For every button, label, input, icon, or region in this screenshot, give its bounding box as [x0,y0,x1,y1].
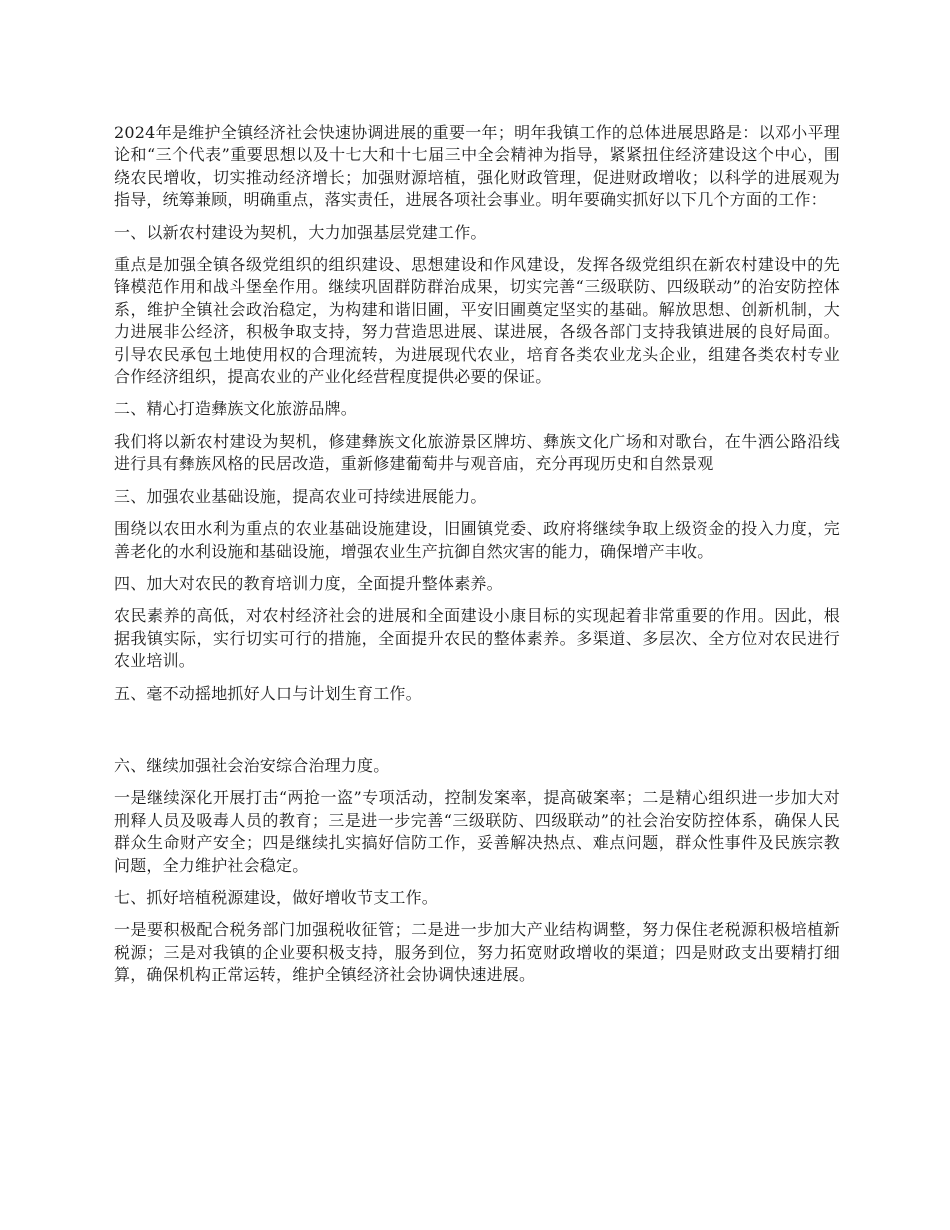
section-7-body: 一是要积极配合税务部门加强税收征管；二是进一步加大产业结构调整，努力保住老税源积极培植新税源；三是对我镇的企业要积极支持，服务到位，努力拓宽财政增收的渠道；四是财政支出要精打细算，确保机构正常运转，维护全镇经济社会协调快速进展。 [114,920,840,985]
section-6-body: 一是继续深化开展打击“两抢一盗”专项活动，控制发案率，提高破案率；二是精心组织进一步加大对刑释人员及吸毒人员的教育；三是进一步完善“三级联防、四级联动”的社会治安防控体系，确保人民群众生命财产安全；四是继续扎实搞好信防工作，妥善解决热点、难点问题，群众性事件及民族宗教问题，全力维护社会稳定。 [114,788,840,875]
section-6-heading: 六、继续加强社会治安综合治理力度。 [114,755,390,775]
section-7-heading: 七、抓好培植税源建设，做好增收节支工作。 [114,887,439,907]
section-4-heading: 四、加大对农民的教育培训力度，全面提升整体素养。 [114,573,503,593]
section-5-heading: 五、毫不动摇地抓好人口与计划生育工作。 [114,683,422,703]
section-2-heading: 二、精心打造彝族文化旅游品牌。 [114,399,358,419]
section-1-body: 重点是加强全镇各级党组织的组织建设、思想建设和作风建设，发挥各级党组织在新农村建设中的先锋模范作用和战斗堡垒作用。继续巩固群防群治成果，切实完善“三级联防、四级联动”的治安防控体系，维护全镇社会政治稳定，为构建和谐旧圃，平安旧圃奠定坚实的基础。解放思想、创新机制，大力进展非公经济，积极争取支持，努力营造思进展、谋进展，各级各部门支持我镇进展的良好局面。引导农民承包土地使用权的合理流转，为进展现代农业，培育各类农业龙头企业，组建各类农村专业合作经济组织，提高农业的产业化经营程度提供必要的保证。 [114,255,840,387]
section-3-body: 围绕以农田水利为重点的农业基础设施建设，旧圃镇党委、政府将继续争取上级资金的投入力度，完善老化的水利设施和基础设施，增强农业生产抗御自然灾害的能力，确保增产丰收。 [114,519,840,561]
section-2-body: 我们将以新农村建设为契机，修建彝族文化旅游景区牌坊、彝族文化广场和对歌台，在牛洒公路沿线进行具有彝族风格的民居改造，重新修建葡萄井与观音庙，充分再现历史和自然景观 [114,431,840,474]
document-page [114,122,840,997]
section-1-heading: 一、以新农村建设为契机，大力加强基层党建工作。 [114,222,487,242]
section-3-heading: 三、加强农业基础设施，提高农业可持续进展能力。 [114,486,487,506]
section-gap [114,715,840,755]
intro-paragraph: 2024年是维护全镇经济社会快速协调进展的重要一年；明年我镇工作的总体进展思路是：以邓小平理论和“三个代表”重要思想以及十七大和十七届三中全会精神为指导，紧紧扭住经济建设这个中心，围绕农民增收，切实推动经济增长；加强财源培植，强化财政管理，促进财政增收；以科学的进展观为指导，统筹兼顾，明确重点，落实责任，进展各项社会事业。明年要确实抓好以下几个方面的工作： [114,123,840,210]
section-4-body: 农民素养的高低，对农村经济社会的进展和全面建设小康目标的实现起着非常重要的作用。因此，根据我镇实际，实行切实可行的措施，全面提升农民的整体素养。多渠道、多层次、全方位对农民进行农业培训。 [114,606,840,671]
